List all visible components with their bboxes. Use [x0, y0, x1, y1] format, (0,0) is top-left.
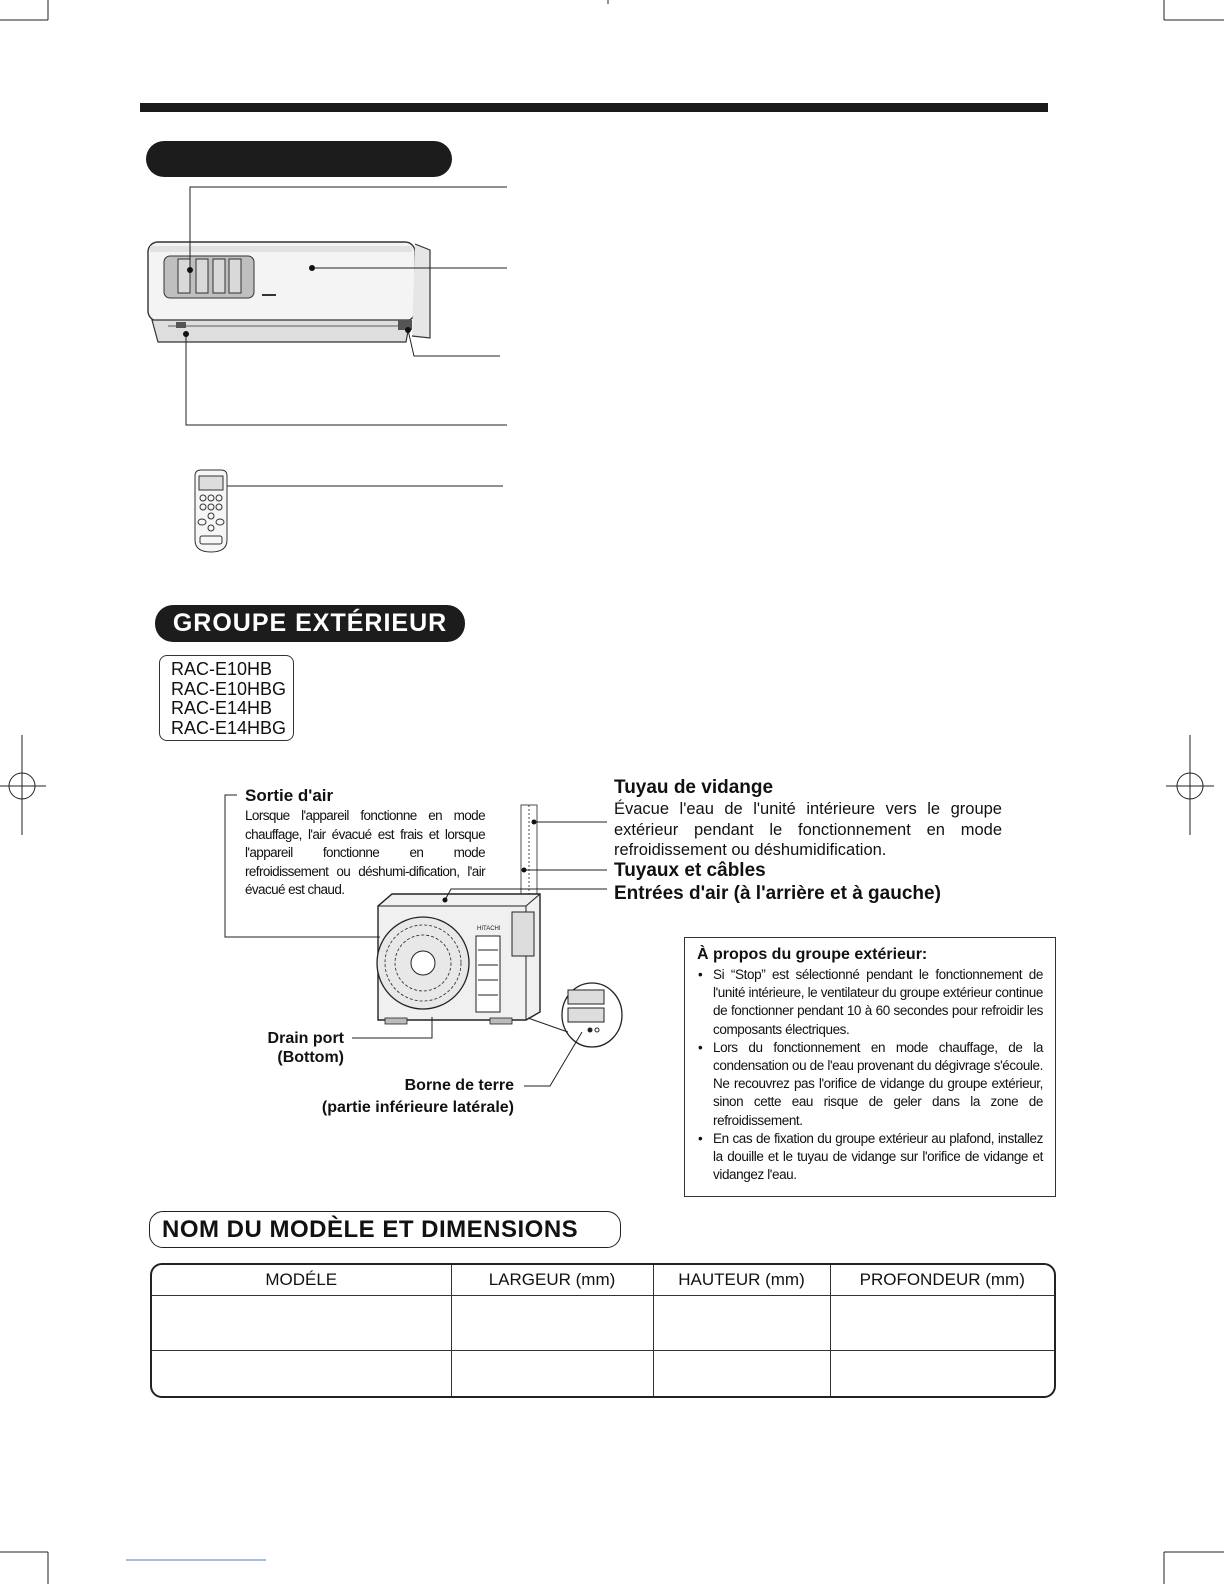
table-cell: [653, 1296, 830, 1351]
ground-terminal-line2: (partie inférieure latérale): [321, 1099, 514, 1116]
model-item: RAC-E14HBG: [171, 717, 287, 738]
dimensions-table: [150, 1263, 1056, 1398]
table-cell: [830, 1350, 1054, 1396]
drain-hose-title: Tuyau de vidange: [614, 777, 774, 798]
table-cell: [653, 1350, 830, 1396]
header-rule: [140, 103, 1048, 112]
table-row: [152, 1296, 1054, 1351]
drain-port-label: [230, 1029, 344, 1067]
air-outlet-title: Sortie d'air: [245, 786, 334, 805]
ground-terminal-line1: Borne de terre: [404, 1077, 514, 1094]
column-header: PROFONDEUR (mm): [830, 1265, 1054, 1296]
air-inlets-label: Entrées d'air (à l'arrière et à gauche): [614, 883, 941, 904]
column-header: MODÉLE: [152, 1265, 451, 1296]
table-cell: [152, 1350, 451, 1396]
ground-terminal-label: [280, 1075, 514, 1119]
table-header-row: [152, 1265, 1054, 1296]
table-row: [152, 1350, 1054, 1396]
table-cell: [451, 1296, 653, 1351]
model-list: [159, 655, 294, 741]
drain-port-line1: Drain port: [267, 1030, 344, 1047]
dimensions-section-title: NOM DU MODÈLE ET DIMENSIONS: [149, 1211, 621, 1248]
about-item: • En cas de fixation du groupe extérieur au plafond, installez la douille et le tuyau de vidange sur l'orifice de vidange et vidangez l'eau.: [713, 1130, 1043, 1185]
about-title: À propos du groupe extérieur:: [697, 946, 928, 963]
column-header: HAUTEUR (mm): [653, 1265, 830, 1296]
model-item: RAC-E10HBG: [171, 678, 287, 699]
model-item: RAC-E14HB: [171, 698, 273, 718]
about-item: • Si “Stop” est sélectionné pendant le fonctionnement de l'unité intérieure, le ventilateur du groupe extérieur continue de fonctionner pendant 10 à 60 secondes pour refroidir les composants électriques.: [713, 966, 1043, 1039]
pipes-cables-label: Tuyaux et câbles: [614, 860, 766, 881]
drain-hose-description: Évacue l'eau de l'unité intérieure vers le groupe extérieur pendant le fonctionnement en mode refroidissement ou déshumidification.: [614, 800, 1002, 859]
outdoor-section-title: GROUPE EXTÉRIEUR: [155, 605, 465, 642]
table-cell: [830, 1296, 1054, 1351]
table-cell: [451, 1350, 653, 1396]
about-outdoor-unit-box: [684, 937, 1056, 1197]
indoor-section-heading: [146, 141, 452, 177]
remote-control-illustration: [195, 470, 227, 552]
about-list: [697, 966, 1043, 1184]
about-item: • Lors du fonctionnement en mode chauffage, de la condensation ou de l'eau provenant du dégivrage s'écoule. Ne recouvrez pas l'orifice de vidange du groupe extérieur, sinon cette eau risque de geler dans la zone de refroidissement.: [713, 1039, 1043, 1130]
air-outlet-description: Lorsque l'appareil fonctionne en mode chauffage, l'air évacué est frais et lorsque l'appareil fonctionne en mode refroidissement ou déshumi-dification, l'air évacué est chaud.: [245, 808, 485, 897]
unit-brand: HITACHI: [477, 926, 501, 932]
table-cell: [152, 1296, 451, 1351]
model-item: RAC-E10HB: [171, 659, 273, 679]
drain-port-line2: (Bottom): [277, 1049, 344, 1066]
column-header: LARGEUR (mm): [451, 1265, 653, 1296]
